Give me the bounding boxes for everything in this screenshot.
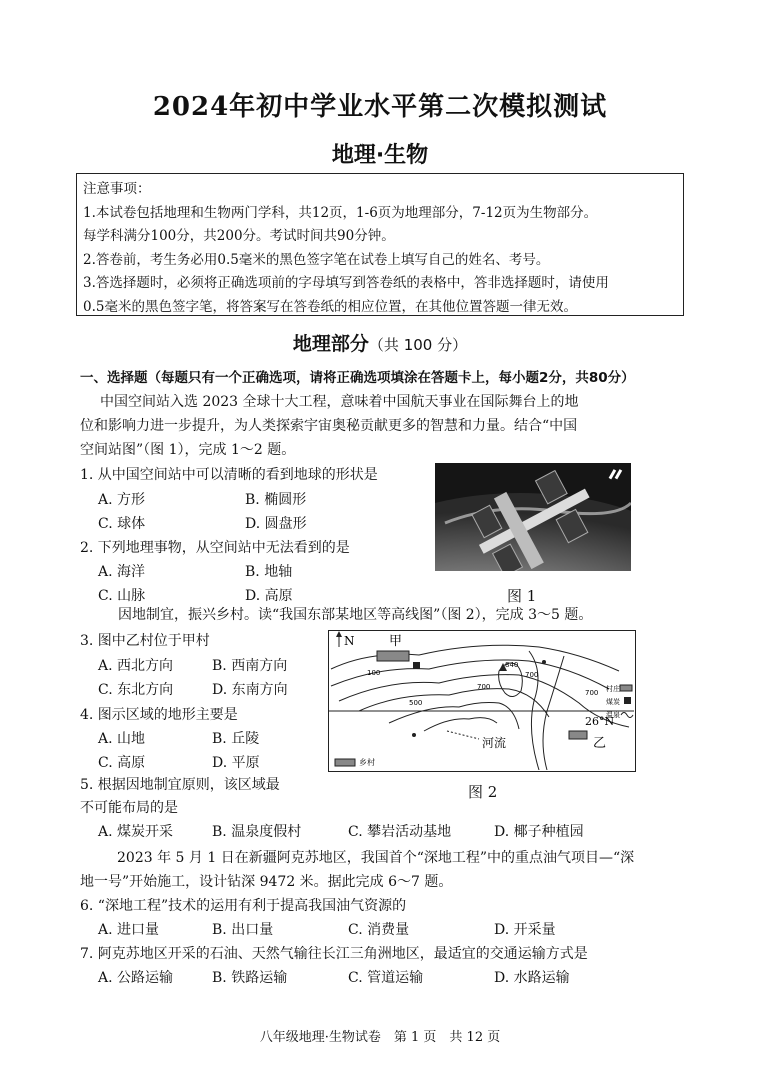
q3-option-a: A. 西北方向 — [98, 658, 174, 674]
section-heading — [0, 329, 760, 356]
north-label: N — [344, 634, 355, 648]
question-5-stem: 5. 根据因地制宜原则，该区域最 — [80, 777, 280, 793]
q6-option-b: B. 出口量 — [212, 922, 274, 938]
contour-label: 700 — [525, 671, 539, 679]
q7-option-c: C. 管道运输 — [348, 970, 424, 986]
river-label: 河流 — [482, 736, 507, 750]
q1-option-a: A. 方形 — [98, 492, 146, 508]
question-7-stem: 7. 阿克苏地区开采的石油、天然气输往长江三角洲地区，最适宜的交通运输方式是 — [80, 946, 588, 962]
passage1-line: 位和影响力进一步提升，为人类探索宇宙奥秘贡献更多的智慧和力量。结合“中国 — [80, 418, 578, 434]
passage3-line: 2023 年 5 月 1 日在新疆阿克苏地区，我国首个“深地工程”中的重点油气项目—“深 — [117, 850, 635, 866]
village-a-label: 甲 — [389, 634, 403, 649]
page-footer: 八年级地理·生物试卷 第 1 页 共 12 页 — [259, 1030, 501, 1045]
question-2-stem: 2. 下列地理事物，从空间站中无法看到的是 — [80, 540, 350, 556]
contour-label: 700 — [585, 689, 599, 697]
q2-option-a: A. 海洋 — [98, 564, 146, 580]
q4-option-d: D. 平原 — [212, 755, 260, 771]
q6-option-c: C. 消费量 — [348, 922, 410, 938]
q1-option-b: B. 椭圆形 — [245, 492, 307, 508]
figure-1-caption: 图 1 — [507, 587, 537, 605]
q6-option-a: A. 进口量 — [98, 922, 160, 938]
notice-heading: 注意事项： — [83, 181, 151, 197]
legend-label: 村庄 — [606, 685, 620, 693]
q5-option-d: D. 椰子种植园 — [494, 824, 584, 840]
page-subtitle: 地理·生物 — [331, 143, 429, 168]
latitude-label: 26°N — [585, 715, 615, 728]
q5-option-a: A. 煤炭开采 — [98, 824, 174, 840]
contour-label: 100 — [367, 669, 381, 677]
contour-label: 700 — [477, 683, 491, 691]
q3-option-c: C. 东北方向 — [98, 682, 174, 698]
part1-heading: 一、选择题（每题只有一个正确选项，请将正确选项填涂在答题卡上，每小题2分，共80分） — [80, 370, 635, 386]
q4-option-c: C. 高原 — [98, 755, 146, 771]
q2-option-c: C. 山脉 — [98, 588, 146, 604]
q4-option-b: B. 丘陵 — [212, 731, 260, 747]
legend-label: 煤炭 — [606, 698, 620, 706]
legend-village-label: 乡村 — [359, 758, 375, 767]
q1-option-c: C. 球体 — [98, 516, 146, 532]
section-score: （共 100 分） — [368, 336, 468, 354]
q5-option-b: B. 温泉度假村 — [212, 824, 302, 840]
legend-label: 温泉 — [606, 711, 620, 719]
notice-line: 2.答卷前，考生务必用0.5毫米的黑色签字笔在试卷上填写自己的姓名、考号。 — [83, 251, 550, 268]
notice-line: 每学科满分100分，共200分。考试时间共90分钟。 — [83, 228, 395, 244]
page-title: 2024年初中学业水平第二次模拟测试 — [152, 92, 608, 122]
contour-map — [328, 630, 636, 772]
question-1-stem: 1. 从中国空间站中可以清晰的看到地球的形状是 — [80, 467, 378, 483]
notice-line: 0.5毫米的黑色签字笔，将答案写在答卷纸的相应位置，在其他位置答题一律无效。 — [83, 298, 577, 315]
passage3-line: 地一号”开始施工，设计钻深 9472 米。据此完成 6～7 题。 — [80, 874, 453, 890]
q5-option-c: C. 攀岩活动基地 — [348, 824, 452, 840]
q6-option-d: D. 开采量 — [494, 922, 556, 938]
question-6-stem: 6. “深地工程”技术的运用有利于提高我国油气资源的 — [80, 898, 407, 914]
q2-option-b: B. 地轴 — [245, 564, 293, 580]
q4-option-a: A. 山地 — [98, 731, 146, 747]
question-3-stem: 3. 图中乙村位于甲村 — [80, 633, 210, 649]
contour-label: 840 — [505, 661, 519, 669]
passage1-line: 空间站图”（图 1），完成 1～2 题。 — [80, 442, 296, 458]
notice-line: 3.答选择题时，必须将正确选项前的字母填写到答卷纸的表格中，答非选择题时，请使用 — [83, 275, 609, 291]
question-4-stem: 4. 图示区域的地形主要是 — [80, 707, 238, 723]
notice-line: 1.本试卷包括地理和生物两门学科，共12页，1-6页为地理部分，7-12页为生物部分。 — [83, 204, 598, 221]
q1-option-d: D. 圆盘形 — [245, 516, 307, 532]
space-station-photo — [435, 463, 631, 571]
notice-box — [76, 173, 684, 316]
figure-2-caption: 图 2 — [468, 783, 498, 801]
q7-option-a: A. 公路运输 — [98, 970, 174, 986]
contour-label: 500 — [409, 699, 423, 707]
question-5-stem: 不可能布局的是 — [80, 800, 178, 816]
q2-option-d: D. 高原 — [245, 588, 293, 604]
q7-option-b: B. 铁路运输 — [212, 970, 288, 986]
passage2-text: 因地制宜，振兴乡村。读“我国东部某地区等高线图”（图 2），完成 3～5 题。 — [118, 607, 593, 623]
passage1-line: 中国空间站入选 2023 全球十大工程，意味着中国航天事业在国际舞台上的地 — [100, 394, 579, 410]
q7-option-d: D. 水路运输 — [494, 970, 570, 986]
q3-option-b: B. 西南方向 — [212, 658, 288, 674]
section-title: 地理部分 — [292, 333, 369, 355]
q3-option-d: D. 东南方向 — [212, 682, 288, 698]
village-b-label: 乙 — [593, 736, 607, 751]
